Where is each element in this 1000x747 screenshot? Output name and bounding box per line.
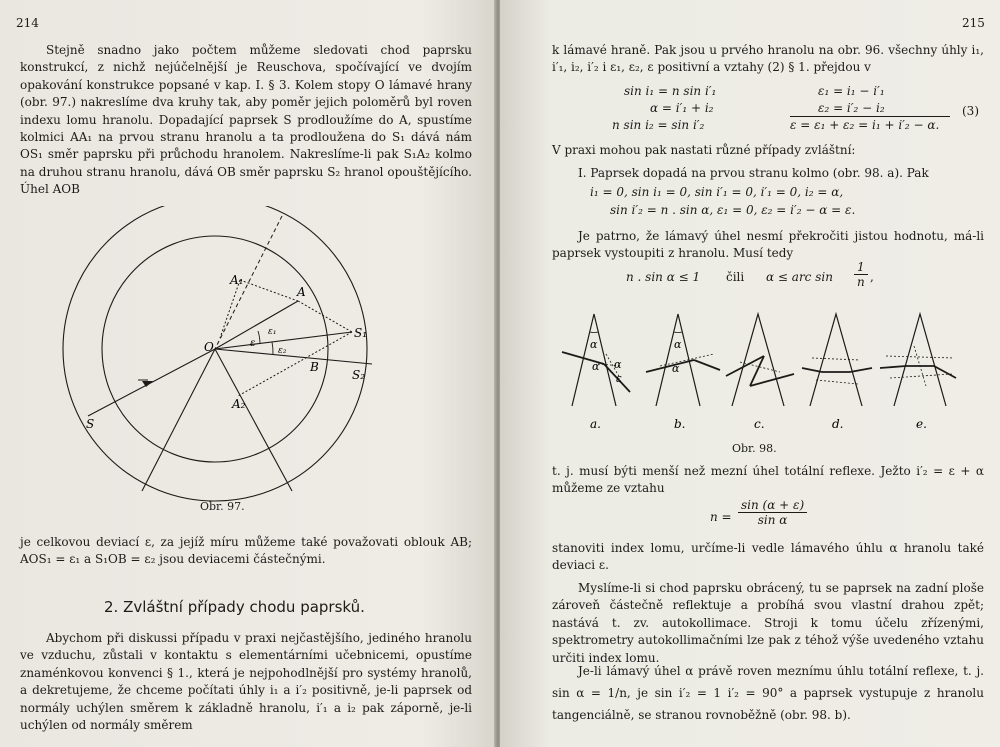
section-title: 2. Zvláštní případy chodu paprsků. — [104, 598, 365, 616]
eq-n-lhs: n = — [710, 510, 732, 524]
ray-O-S2 — [215, 349, 372, 364]
eq3-left-1: sin i₁ = n sin i′₁ — [624, 84, 717, 98]
panel-d — [802, 314, 872, 406]
label-eps: ε — [250, 338, 256, 349]
figure-98-caption: Obr. 98. — [732, 442, 777, 455]
eq-n-num: sin (α + ε) — [738, 498, 807, 513]
figure-97 — [60, 206, 450, 502]
eq-n-fraction — [738, 498, 807, 527]
eq3-number: (3) — [962, 104, 979, 118]
eq3-right-2: ε₂ = i′₂ − i₂ — [818, 101, 885, 115]
eq-case1-line2: sin i′₂ = n . sin α, ε₁ = 0, ε₂ = i′₂ − α = ε. — [610, 203, 856, 217]
fig98-panel-c: c. — [754, 417, 765, 431]
right-paragraph-6: stanoviti index lomu, určíme-li vedle lámavého úhlu α hranolu také deviaci ε. — [552, 541, 984, 573]
panel-b — [646, 314, 720, 406]
ineq-frac-den: n — [857, 275, 865, 289]
fig98-alpha-b: α — [674, 338, 682, 351]
fig98-panel-d: d. — [832, 417, 844, 431]
label-O: O — [204, 340, 214, 354]
fig98-alpha-b2: α — [672, 362, 680, 375]
fig98-panel-a: a. — [590, 417, 601, 431]
panel-e — [880, 314, 956, 406]
label-A2: A₂ — [232, 397, 246, 411]
panel-c — [726, 314, 794, 406]
right-paragraph-5: t. j. musí býti menší než mezní úhel totální reflexe. Ježto i′₂ = ε + α můžeme ze vztahu — [552, 464, 984, 496]
label-S2: S₂ — [352, 368, 366, 382]
right-paragraph-4: Je patrno, že lámavý úhel nesmí překročiti jistou hodnotu, má-li paprsek vystoupiti z hranolu. Musí tedy — [552, 229, 984, 261]
right-paragraph-8: Je-li lámavý úhel α právě roven meznímu úhlu totální reflexe, t. j. sin α = 1/n, je sin i′₂ = 1 i′₂ = 90° a paprsek vystupuje z hranolu tangenciálně, se stranou rovnoběžně (obr. 98. b). — [552, 664, 984, 722]
right-paragraph-7: Myslíme-li si chod paprsku obrácený, tu se paprsek na zadní ploše zároveň částečně reflektuje a probíhá svou vlastní drahou zpět; nastává t. zv. autokollimace. Stroji k tomu účelu zřízenými, spektrometry autokollimačními lze pak z téhož výše uvedeného vztahu určiti index lomu. — [552, 581, 984, 665]
A1-O-dotted — [220, 280, 240, 338]
ineq-right: α ≤ arc sin — [766, 270, 833, 284]
eq3-right-1: ε₁ = i₁ − i′₁ — [818, 84, 885, 98]
page-number-right: 215 — [962, 16, 985, 30]
fig98-alpha-a2: α — [592, 360, 600, 373]
page-number-left: 214 — [16, 16, 39, 30]
figure-97-caption: Obr. 97. — [200, 500, 245, 513]
right-paragraph-2: V praxi mohou pak nastati různé případy zvláštní: — [552, 143, 856, 157]
ineq-mid: čili — [726, 270, 745, 284]
eq3-rule — [790, 116, 950, 117]
label-S1: S₁ — [354, 326, 368, 340]
label-eps2: ε₂ — [278, 346, 287, 356]
label-A: A — [297, 285, 306, 299]
outer-circle — [63, 206, 367, 501]
left-paragraph-1: Stejně snadno jako počtem můžeme sledovati chod paprsku konstrukcí, z nichž nejúčelnější je Reuschova, spočívající ve dvojím opakování konstrukce popsané v kap. I. § 3. Kolem stopy O lámavé hrany (obr. 97.) nakreslíme dva kruhy tak, aby poměr jejich poloměrů byl roven indexu lomu hranolu. Dopadající paprsek S prodloužíme do A, spustíme kolmici AA₁ na prvou stranu hranolu a ta prodloužena do S₁ dává nám OS₁ směr paprsku při průchodu hranolem. Nakreslíme-li pak S₁A₂ kolmo na druhou stranu hranolu, dává OB směr paprsku S₂ hranol opouštějícího. Úhel AOB — [20, 43, 472, 197]
fig98-alpha-a3: α — [614, 358, 622, 371]
A-S1-dotted — [298, 301, 352, 332]
left-paragraph-3: Abychom při diskussi případu v praxi nejčastějšího, jediného hranolu ve vzduchu, zůstali v kontaktu s elementárními učebnicemi, opustíme znaménkovou konvenci § 1., která je nejpohodlnější pro systémy hranolů, a dekretujeme, že chceme počítati úhly i₁ a i′₂ positivně, je-li paprsek od normály uchýlen směrem k základně hranolu, i′₁ a i₂ pak záporně, je-li uchýlen od normály směrem — [20, 631, 472, 733]
fig98-panel-e: e. — [916, 417, 927, 431]
A1-A-dotted — [240, 280, 298, 301]
label-A1: A₁ — [230, 273, 244, 287]
eq-case1-line1: i₁ = 0, sin i₁ = 0, sin i′₁ = 0, i′₁ = 0, i₂ = α, — [590, 185, 844, 199]
prism-side-right — [215, 349, 292, 491]
ineq-left: n . sin α ≤ 1 — [626, 270, 701, 284]
prism-side-left — [142, 349, 215, 491]
ineq-frac-num: 1 — [854, 260, 868, 275]
left-paragraph-2: je celkovou deviací ε, za jejíž míru můžeme také považovati oblouk AB; AOS₁ = ε₁ a S₁OB = ε₂ jsou deviacemi částečnými. — [20, 535, 472, 567]
label-S: S — [86, 417, 95, 431]
fig98-panel-b: b. — [674, 417, 686, 431]
eq3-right-3: ε = ε₁ + ε₂ = i₁ + i′₂ − α. — [790, 118, 940, 132]
ineq-comma: , — [870, 270, 874, 284]
figure-98 — [554, 306, 974, 440]
eq3-left-2: α = i′₁ + i₂ — [650, 101, 714, 115]
eq3-left-3: n sin i₂ = sin i′₂ — [612, 118, 705, 132]
left-page — [0, 0, 496, 747]
right-page — [500, 0, 1000, 747]
right-paragraph-1: k lámavé hraně. Pak jsou u prvého hranolu na obr. 96. všechny úhly i₁, i′₁, i₂, i′₂ i ε₁, ε₂, ε positivní a vztahy (2) § 1. přejdou v — [552, 43, 984, 75]
label-B: B — [310, 360, 319, 374]
right-paragraph-3: I. Paprsek dopadá na prvou stranu kolmo (obr. 98. a). Pak — [578, 166, 929, 180]
ineq-fraction — [854, 260, 868, 289]
fig98-eps-a: ε — [616, 372, 622, 385]
label-eps1: ε₁ — [268, 327, 277, 337]
fig98-alpha-a: α — [590, 338, 598, 351]
eq-n-den: sin α — [757, 513, 788, 527]
